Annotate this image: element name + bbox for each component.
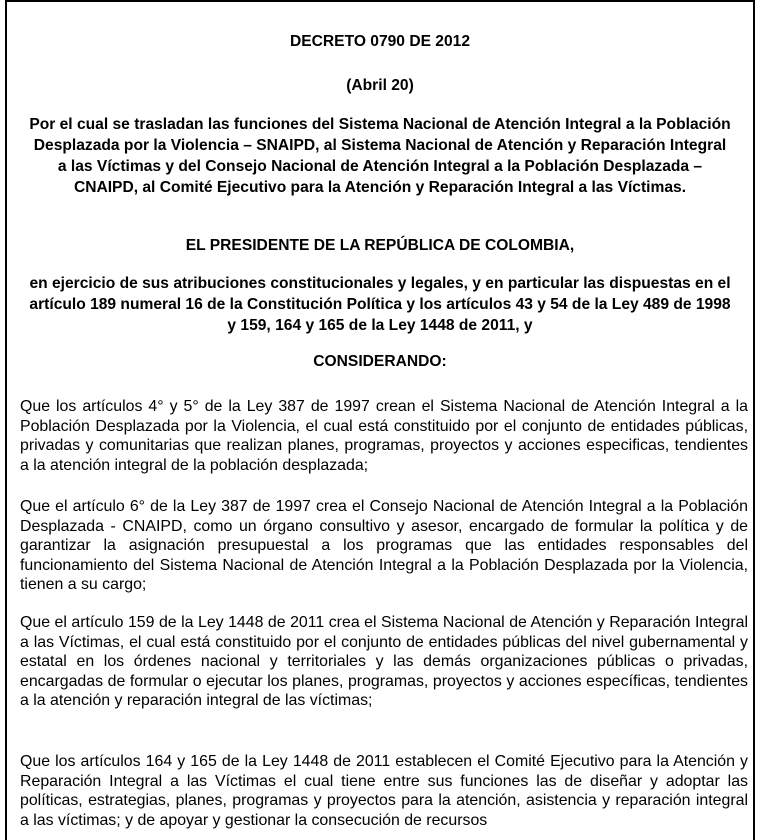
decree-title: DECRETO 0790 DE 2012 — [290, 33, 470, 50]
decree-date: (Abril 20) — [346, 77, 414, 94]
considering-paragraph-4: Que los artículos 164 y 165 de la Ley 1448 de 2011 establecen el Comité Ejecutivo para la Atención y Reparación Integral a las Víctimas el cual tiene entre sus funciones las de diseñar y adoptar las políticas, estrategias, planes, programas y proyectos para la atención, asistencia y reparación integral a las víctimas; y de apoyar y gestionar la consecución de recursos — [20, 753, 748, 829]
document-page — [5, 0, 755, 840]
considering-heading: CONSIDERANDO: — [313, 353, 447, 370]
president-heading: EL PRESIDENTE DE LA REPÚBLICA DE COLOMBIA, — [185, 237, 575, 254]
considering-paragraph-3: Que el artículo 159 de la Ley 1448 de 2011 crea el Sistema Nacional de Atención y Reparación Integral a las Víctimas, el cual está constituido por el conjunto de entidades públicas del nivel gubernamental y estatal en los órdenes nacional y territoriales y las demás organizaciones públicas o privadas, encargadas de formular o ejecutar los planes, programas, proyectos y acciones específicas, tendientes a la atención y reparación integral de las víctimas; — [20, 614, 748, 709]
decree-summary: Por el cual se trasladan las funciones del Sistema Nacional de Atención Integral a la Población Desplazada por la Violencia – SNAIPD, al Sistema Nacional de Atención y Reparación Integral a las Víctimas y del Consejo Nacional de Atención Integral a la Población Desplazada – CNAIPD, al Comité Ejecutivo para la Atención y Reparación Integral a las Víctimas. — [29, 116, 731, 196]
considering-paragraph-2: Que el artículo 6° de la Ley 387 de 1997 crea el Consejo Nacional de Atención Integral a la Población Desplazada - CNAIPD, como un órgano consultivo y asesor, encargado de formular la política y de garantizar la asignación presupuestal a los programas que las entidades responsables del funcionamiento del Sistema Nacional de Atención Integral a la Población Desplazada por la Violencia, tienen a su cargo; — [20, 498, 748, 593]
powers-statement: en ejercicio de sus atribuciones constitucionales y legales, y en particular las dispuestas en el artículo 189 numeral 16 de la Constitución Política y los artículos 43 y 54 de la Ley 489 de 1998 y 159, 164 y 165 de la Ley 1448 de 2011, y — [29, 275, 731, 334]
considering-paragraph-1: Que los artículos 4° y 5° de la Ley 387 de 1997 crean el Sistema Nacional de Atención Integral a la Población Desplazada por la Violencia, el cual está constituido por el conjunto de entidades públicas, privadas y comunitarias que realizan planes, programas, proyectos y acciones especificas, tendientes a la atención integral de la población desplazada; — [20, 398, 748, 474]
